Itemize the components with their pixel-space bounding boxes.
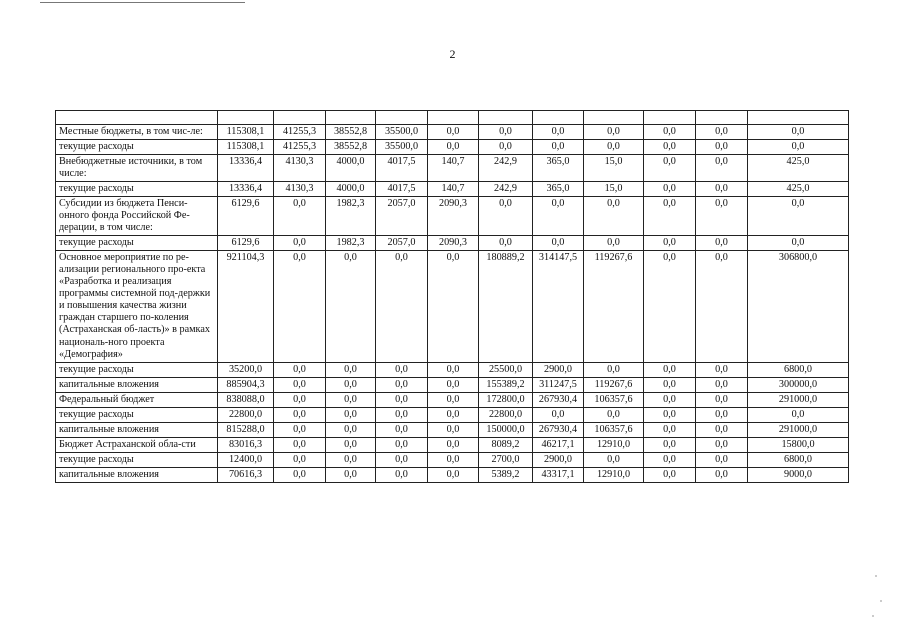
value-cell: 106357,6	[584, 422, 644, 437]
value-cell: 0,0	[584, 452, 644, 467]
value-cell: 0,0	[644, 251, 696, 362]
value-cell: 0,0	[748, 197, 849, 236]
value-cell: 0,0	[644, 452, 696, 467]
value-cell: 0,0	[584, 362, 644, 377]
value-cell: 291000,0	[748, 422, 849, 437]
row-label: капитальные вложения	[56, 377, 218, 392]
value-cell: 0,0	[748, 407, 849, 422]
value-cell: 267930,4	[533, 392, 584, 407]
value-cell: 0,0	[696, 422, 748, 437]
value-cell: 0,0	[326, 392, 376, 407]
value-cell: 0,0	[584, 407, 644, 422]
row-label: текущие расходы	[56, 452, 218, 467]
scan-speck	[872, 615, 874, 617]
value-cell: 921104,3	[218, 251, 274, 362]
value-cell: 22800,0	[218, 407, 274, 422]
value-cell: 0,0	[696, 140, 748, 155]
table-row	[56, 437, 849, 452]
value-cell: 0,0	[326, 452, 376, 467]
value-cell: 0,0	[696, 251, 748, 362]
value-cell	[748, 111, 849, 125]
value-cell: 0,0	[428, 467, 479, 482]
value-cell: 115308,1	[218, 125, 274, 140]
value-cell: 35500,0	[376, 140, 428, 155]
value-cell: 15800,0	[748, 437, 849, 452]
value-cell: 0,0	[584, 125, 644, 140]
row-label: текущие расходы	[56, 140, 218, 155]
row-label: текущие расходы	[56, 182, 218, 197]
value-cell: 0,0	[696, 407, 748, 422]
value-cell: 300000,0	[748, 377, 849, 392]
scan-speck	[875, 575, 877, 577]
value-cell: 2700,0	[479, 452, 533, 467]
value-cell: 155389,2	[479, 377, 533, 392]
value-cell: 8089,2	[479, 437, 533, 452]
value-cell: 0,0	[644, 377, 696, 392]
row-label: Бюджет Астраханской обла-сти	[56, 437, 218, 452]
value-cell: 0,0	[696, 197, 748, 236]
value-cell: 0,0	[696, 182, 748, 197]
value-cell: 425,0	[748, 182, 849, 197]
value-cell: 0,0	[428, 377, 479, 392]
value-cell: 70616,3	[218, 467, 274, 482]
value-cell: 0,0	[644, 140, 696, 155]
row-label: текущие расходы	[56, 362, 218, 377]
value-cell: 0,0	[696, 377, 748, 392]
value-cell: 0,0	[428, 452, 479, 467]
value-cell: 0,0	[584, 140, 644, 155]
row-label	[56, 111, 218, 125]
value-cell: 2057,0	[376, 236, 428, 251]
value-cell: 314147,5	[533, 251, 584, 362]
value-cell: 1982,3	[326, 197, 376, 236]
value-cell: 9000,0	[748, 467, 849, 482]
value-cell: 0,0	[326, 437, 376, 452]
value-cell: 0,0	[326, 362, 376, 377]
budget-table	[55, 110, 849, 483]
value-cell: 0,0	[274, 467, 326, 482]
value-cell: 306800,0	[748, 251, 849, 362]
value-cell: 0,0	[326, 407, 376, 422]
value-cell: 22800,0	[479, 407, 533, 422]
value-cell: 2900,0	[533, 362, 584, 377]
value-cell: 0,0	[376, 362, 428, 377]
value-cell: 0,0	[644, 422, 696, 437]
table-row	[56, 452, 849, 467]
value-cell	[533, 111, 584, 125]
value-cell: 0,0	[376, 452, 428, 467]
table-row	[56, 155, 849, 182]
value-cell: 0,0	[584, 197, 644, 236]
value-cell: 13336,4	[218, 155, 274, 182]
value-cell: 0,0	[428, 392, 479, 407]
value-cell: 0,0	[696, 362, 748, 377]
row-label: Внебюджетные источники, в том числе:	[56, 155, 218, 182]
row-label: Местные бюджеты, в том чис-ле:	[56, 125, 218, 140]
value-cell: 0,0	[428, 422, 479, 437]
value-cell: 0,0	[274, 422, 326, 437]
value-cell: 0,0	[376, 392, 428, 407]
value-cell: 6129,6	[218, 236, 274, 251]
value-cell: 267930,4	[533, 422, 584, 437]
row-label: Федеральный бюджет	[56, 392, 218, 407]
value-cell: 2090,3	[428, 236, 479, 251]
value-cell: 0,0	[644, 236, 696, 251]
row-label: текущие расходы	[56, 236, 218, 251]
scan-speck	[880, 600, 882, 602]
table-row	[56, 236, 849, 251]
value-cell: 35200,0	[218, 362, 274, 377]
table-row	[56, 377, 849, 392]
value-cell: 0,0	[326, 251, 376, 362]
value-cell: 885904,3	[218, 377, 274, 392]
value-cell: 838088,0	[218, 392, 274, 407]
value-cell: 12910,0	[584, 467, 644, 482]
value-cell: 0,0	[274, 251, 326, 362]
value-cell: 4000,0	[326, 155, 376, 182]
value-cell: 0,0	[533, 125, 584, 140]
table-row	[56, 125, 849, 140]
value-cell: 0,0	[274, 236, 326, 251]
value-cell: 0,0	[696, 392, 748, 407]
value-cell: 4130,3	[274, 155, 326, 182]
value-cell	[376, 111, 428, 125]
value-cell	[274, 111, 326, 125]
table-row	[56, 111, 849, 125]
value-cell: 0,0	[696, 452, 748, 467]
value-cell: 0,0	[376, 407, 428, 422]
value-cell: 0,0	[584, 236, 644, 251]
value-cell: 425,0	[748, 155, 849, 182]
value-cell: 43317,1	[533, 467, 584, 482]
value-cell: 38552,8	[326, 140, 376, 155]
value-cell: 0,0	[644, 437, 696, 452]
value-cell: 106357,6	[584, 392, 644, 407]
value-cell: 0,0	[748, 125, 849, 140]
value-cell: 4130,3	[274, 182, 326, 197]
value-cell: 0,0	[748, 140, 849, 155]
value-cell: 0,0	[644, 125, 696, 140]
value-cell: 15,0	[584, 182, 644, 197]
value-cell: 0,0	[274, 392, 326, 407]
value-cell: 815288,0	[218, 422, 274, 437]
value-cell: 140,7	[428, 155, 479, 182]
table-row	[56, 407, 849, 422]
value-cell	[326, 111, 376, 125]
value-cell: 6800,0	[748, 452, 849, 467]
value-cell: 0,0	[274, 377, 326, 392]
value-cell: 15,0	[584, 155, 644, 182]
value-cell: 0,0	[326, 422, 376, 437]
value-cell: 38552,8	[326, 125, 376, 140]
row-label: текущие расходы	[56, 407, 218, 422]
value-cell: 13336,4	[218, 182, 274, 197]
table-row	[56, 392, 849, 407]
value-cell: 0,0	[644, 182, 696, 197]
value-cell: 0,0	[274, 407, 326, 422]
value-cell: 0,0	[376, 422, 428, 437]
value-cell: 0,0	[696, 437, 748, 452]
value-cell: 0,0	[326, 377, 376, 392]
value-cell: 4000,0	[326, 182, 376, 197]
value-cell: 0,0	[376, 467, 428, 482]
value-cell: 4017,5	[376, 155, 428, 182]
value-cell: 0,0	[644, 362, 696, 377]
value-cell: 0,0	[274, 362, 326, 377]
value-cell: 0,0	[644, 407, 696, 422]
value-cell: 1982,3	[326, 236, 376, 251]
value-cell: 150000,0	[479, 422, 533, 437]
value-cell: 0,0	[533, 140, 584, 155]
value-cell: 0,0	[479, 125, 533, 140]
value-cell: 41255,3	[274, 140, 326, 155]
value-cell: 0,0	[274, 452, 326, 467]
value-cell: 291000,0	[748, 392, 849, 407]
value-cell: 0,0	[428, 251, 479, 362]
value-cell: 12910,0	[584, 437, 644, 452]
row-label: капитальные вложения	[56, 422, 218, 437]
value-cell: 0,0	[644, 392, 696, 407]
value-cell: 2090,3	[428, 197, 479, 236]
value-cell: 0,0	[696, 236, 748, 251]
value-cell	[696, 111, 748, 125]
value-cell	[428, 111, 479, 125]
value-cell: 0,0	[428, 362, 479, 377]
row-label: капитальные вложения	[56, 467, 218, 482]
value-cell: 0,0	[696, 155, 748, 182]
value-cell: 242,9	[479, 182, 533, 197]
value-cell: 0,0	[326, 467, 376, 482]
value-cell	[584, 111, 644, 125]
value-cell: 119267,6	[584, 251, 644, 362]
value-cell: 0,0	[696, 467, 748, 482]
table-row	[56, 467, 849, 482]
value-cell: 0,0	[428, 140, 479, 155]
value-cell: 4017,5	[376, 182, 428, 197]
value-cell: 0,0	[428, 437, 479, 452]
table-row	[56, 422, 849, 437]
value-cell	[644, 111, 696, 125]
value-cell: 46217,1	[533, 437, 584, 452]
value-cell: 119267,6	[584, 377, 644, 392]
value-cell: 41255,3	[274, 125, 326, 140]
value-cell: 5389,2	[479, 467, 533, 482]
value-cell: 242,9	[479, 155, 533, 182]
value-cell: 0,0	[479, 197, 533, 236]
value-cell: 0,0	[644, 197, 696, 236]
value-cell: 35500,0	[376, 125, 428, 140]
value-cell: 0,0	[748, 236, 849, 251]
value-cell: 6129,6	[218, 197, 274, 236]
table-row	[56, 197, 849, 236]
value-cell: 83016,3	[218, 437, 274, 452]
value-cell: 0,0	[533, 236, 584, 251]
value-cell	[218, 111, 274, 125]
value-cell: 0,0	[376, 437, 428, 452]
value-cell: 0,0	[533, 407, 584, 422]
value-cell: 0,0	[533, 197, 584, 236]
table-row	[56, 362, 849, 377]
value-cell: 0,0	[428, 407, 479, 422]
page-number: 2	[449, 47, 456, 61]
value-cell	[479, 111, 533, 125]
value-cell: 0,0	[274, 437, 326, 452]
value-cell: 25500,0	[479, 362, 533, 377]
table-row	[56, 251, 849, 362]
value-cell: 0,0	[376, 377, 428, 392]
value-cell: 0,0	[376, 251, 428, 362]
table-row	[56, 140, 849, 155]
value-cell: 0,0	[479, 236, 533, 251]
value-cell: 2900,0	[533, 452, 584, 467]
value-cell: 2057,0	[376, 197, 428, 236]
value-cell: 365,0	[533, 182, 584, 197]
value-cell: 0,0	[428, 125, 479, 140]
top-rule	[40, 2, 245, 3]
value-cell: 6800,0	[748, 362, 849, 377]
row-label: Субсидии из бюджета Пенси-онного фонда Российской Фе-дерации, в том числе:	[56, 197, 218, 236]
value-cell: 0,0	[479, 140, 533, 155]
value-cell: 115308,1	[218, 140, 274, 155]
value-cell: 0,0	[644, 155, 696, 182]
table-row	[56, 182, 849, 197]
row-label: Основное мероприятие по ре-ализации регионального про-екта «Разработка и реализация программы системной под-держки и повышения качества жизни граждан старшего по-коления (Астраханская об-ласть)» в рамках националь-ного проекта «Демография»	[56, 251, 218, 362]
value-cell: 0,0	[696, 125, 748, 140]
value-cell: 365,0	[533, 155, 584, 182]
value-cell: 0,0	[644, 467, 696, 482]
value-cell: 0,0	[274, 197, 326, 236]
value-cell: 12400,0	[218, 452, 274, 467]
value-cell: 311247,5	[533, 377, 584, 392]
value-cell: 140,7	[428, 182, 479, 197]
value-cell: 172800,0	[479, 392, 533, 407]
value-cell: 180889,2	[479, 251, 533, 362]
